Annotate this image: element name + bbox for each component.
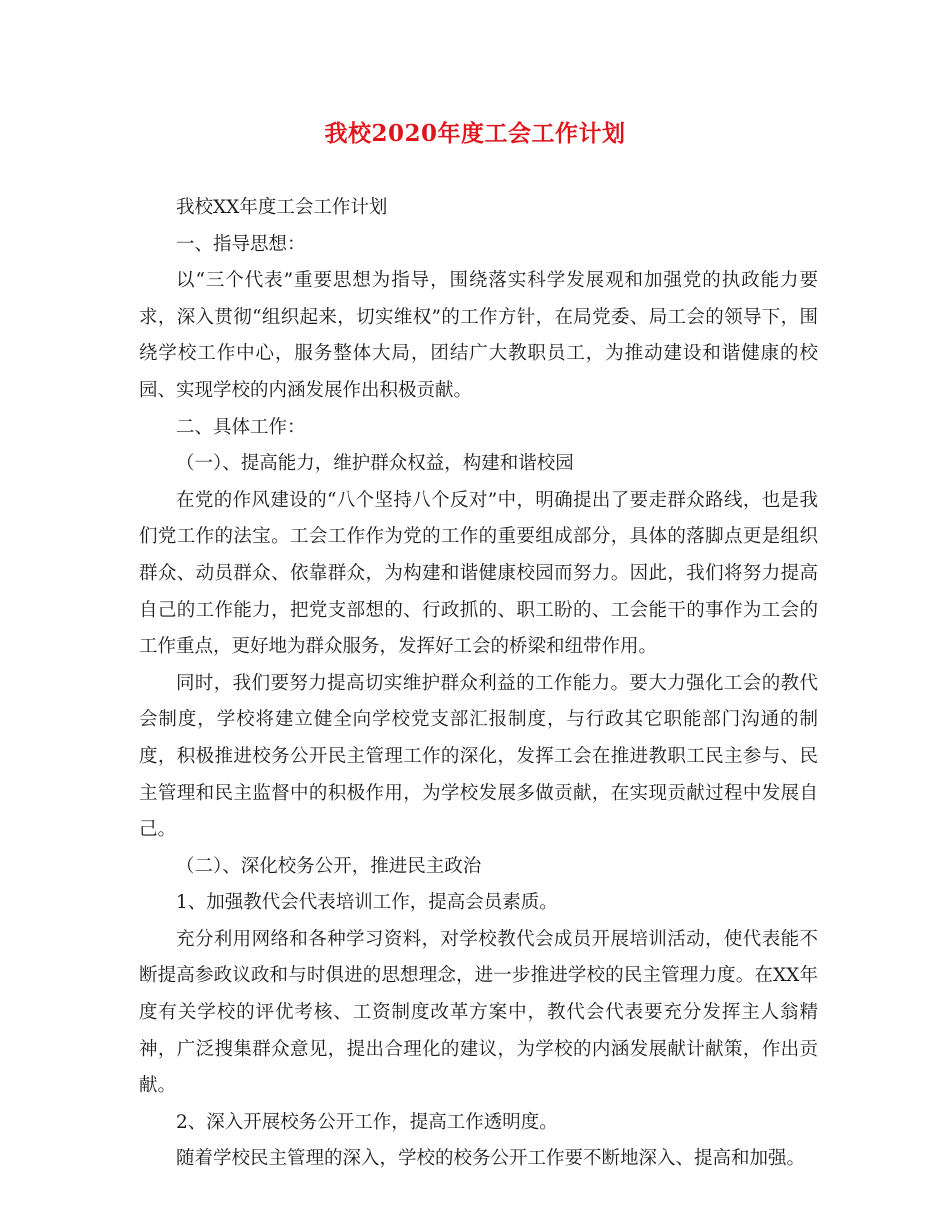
- paragraph-section-guiding-ideology: 一、指导思想：: [176, 233, 306, 255]
- document-title: 我校2020年度工会工作计划: [324, 120, 626, 147]
- paragraph-subsection-2: （二）、深化校务公开，推进民主政治: [176, 855, 482, 877]
- paragraph-item-1-text: 充分利用网络和各种学习资料，对学校教代会成员开展培训活动，使代表能不断提高参政议政和与时俱进的思想理念，进一步推进学校的民主管理力度。在XX年度有关学校的评优考核、工资制度改革方案中，教代会代表要充分发挥主人翁精神，广泛搜集群众意见，提出合理化的建议，为学校的内涵发展献计献策，作出贡献。: [139, 928, 818, 1097]
- paragraph-item-2-text: 随着学校民主管理的深入，学校的校务公开工作要不断地深入、提高和加强。: [176, 1148, 806, 1170]
- paragraph-item-1: 1、加强教代会代表培训工作，提高会员素质。: [176, 892, 558, 914]
- paragraph-guiding-ideology-text: 以“三个代表”重要思想为指导，围绕落实科学发展观和加强党的执政能力要求，深入贯彻“组织起来，切实维权”的工作方针，在局党委、局工会的领导下，围绕学校工作中心，服务整体大局，团结广大教职员工，为推动建设和谐健康的校园、实现学校的内涵发展作出积极贡献。: [139, 270, 818, 401]
- paragraph-section-specific-work: 二、具体工作：: [176, 416, 306, 438]
- paragraph-subsection-1: （一）、提高能力，维护群众权益，构建和谐校园: [176, 453, 574, 475]
- paragraph-heading-plan: 我校XX年度工会工作计划: [176, 197, 388, 218]
- document-body: [139, 190, 818, 1178]
- paragraph-item-2: 2、深入开展校务公开工作，提高工作透明度。: [176, 1111, 558, 1133]
- paragraph-subsection-1-text-a: 在党的作风建设的“八个坚持八个反对”中，明确提出了要走群众路线，也是我们党工作的法宝。工会工作作为党的工作的重要组成部分，具体的落脚点更是组织群众、动员群众、依靠群众，为构建和谐健康校园而努力。因此，我们将努力提高自己的工作能力，把党支部想的、行政抓的、职工盼的、工会能干的事作为工会的工作重点，更好地为群众服务，发挥好工会的桥梁和纽带作用。: [139, 489, 818, 658]
- paragraph-subsection-1-text-b: 同时，我们要努力提高切实维护群众利益的工作能力。要大力强化工会的教代会制度，学校将建立健全向学校党支部汇报制度，与行政其它职能部门沟通的制度，积极推进校务公开民主管理工作的深化，发挥工会在推进教职工民主参与、民主管理和民主监督中的积极作用，为学校发展多做贡献，在实现贡献过程中发展自己。: [139, 672, 818, 841]
